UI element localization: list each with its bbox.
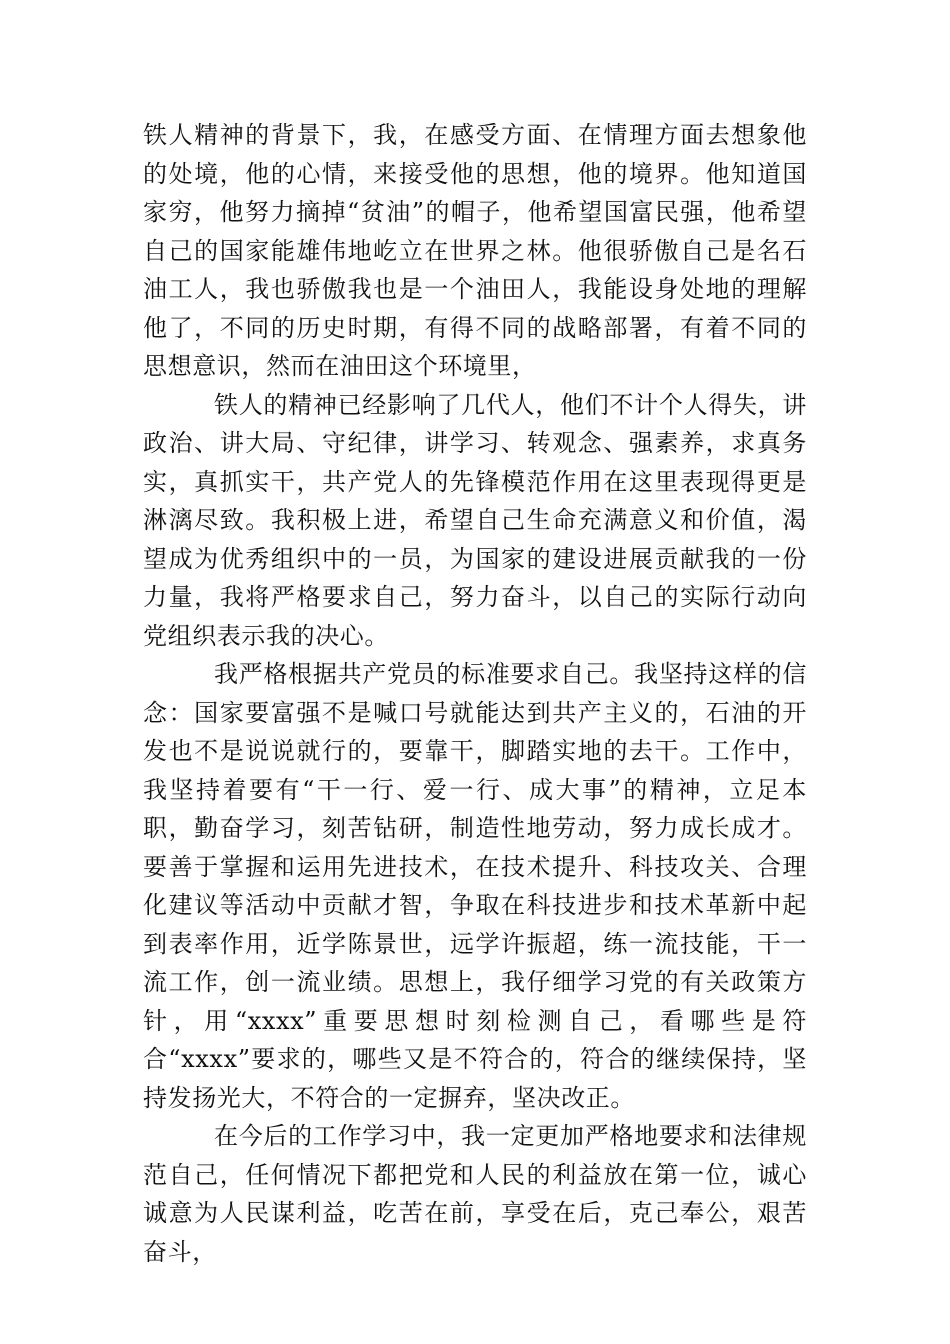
paragraph-3: 我严格根据共产党员的标准要求自己。我坚持这样的信念：国家要富强不是喊口号就能达到共产主义的，石油的开发也不是说说就行的，要靠干，脚踏实地的去干。工作中，我坚持着要有“干一行、爱一行、成大事”的精神，立足本职，勤奋学习，刻苦钻研，制造性地劳动，努力成长成才。要善于掌握和运用先进技术，在技术提升、科技攻关、合理化建议等活动中贡献才智，争取在科技进步和技术革新中起到表率作用，近学陈景世，远学许振超，练一流技能，干一流工作，创一流业绩。思想上，我仔细学习党的有关政策方针，用“xxxx”重要思想时刻检测自己，看哪些是符合“xxxx”要求的，哪些又是不符合的，符合的继续保持，坚持发扬光大，不符合的一定摒弃，坚决改正。	[143, 660, 807, 1112]
paragraph-1: 铁人精神的背景下，我，在感受方面、在情理方面去想象他的处境，他的心情，来接受他的思想，他的境界。他知道国家穷，他努力摘掉“贫油”的帽子，他希望国富民强，他希望自己的国家能雄伟地屹立在世界之林。他很骄傲自己是名石油工人，我也骄傲我也是一个油田人，我能设身处地的理解他了，不同的历史时期，有得不同的战略部署，有着不同的思想意识，然而在油田这个环境里，	[143, 121, 807, 380]
body-text	[143, 116, 807, 1271]
paragraph-2: 铁人的精神已经影响了几代人，他们不计个人得失，讲政治、讲大局、守纪律，讲学习、转观念、强素养，求真务实，真抓实干，共产党人的先锋模范作用在这里表现得更是淋漓尽致。我积极上进，希望自己生命充满意义和价值，渴望成为优秀组织中的一员，为国家的建设进展贡献我的一份力量，我将严格要求自己，努力奋斗，以自己的实际行动向党组织表示我的决心。	[143, 390, 807, 650]
paragraph-4: 在今后的工作学习中，我一定更加严格地要求和法律规范自己，任何情况下都把党和人民的利益放在第一位，诚心诚意为人民谋利益，吃苦在前，享受在后，克己奉公，艰苦奋斗，	[143, 1122, 807, 1266]
